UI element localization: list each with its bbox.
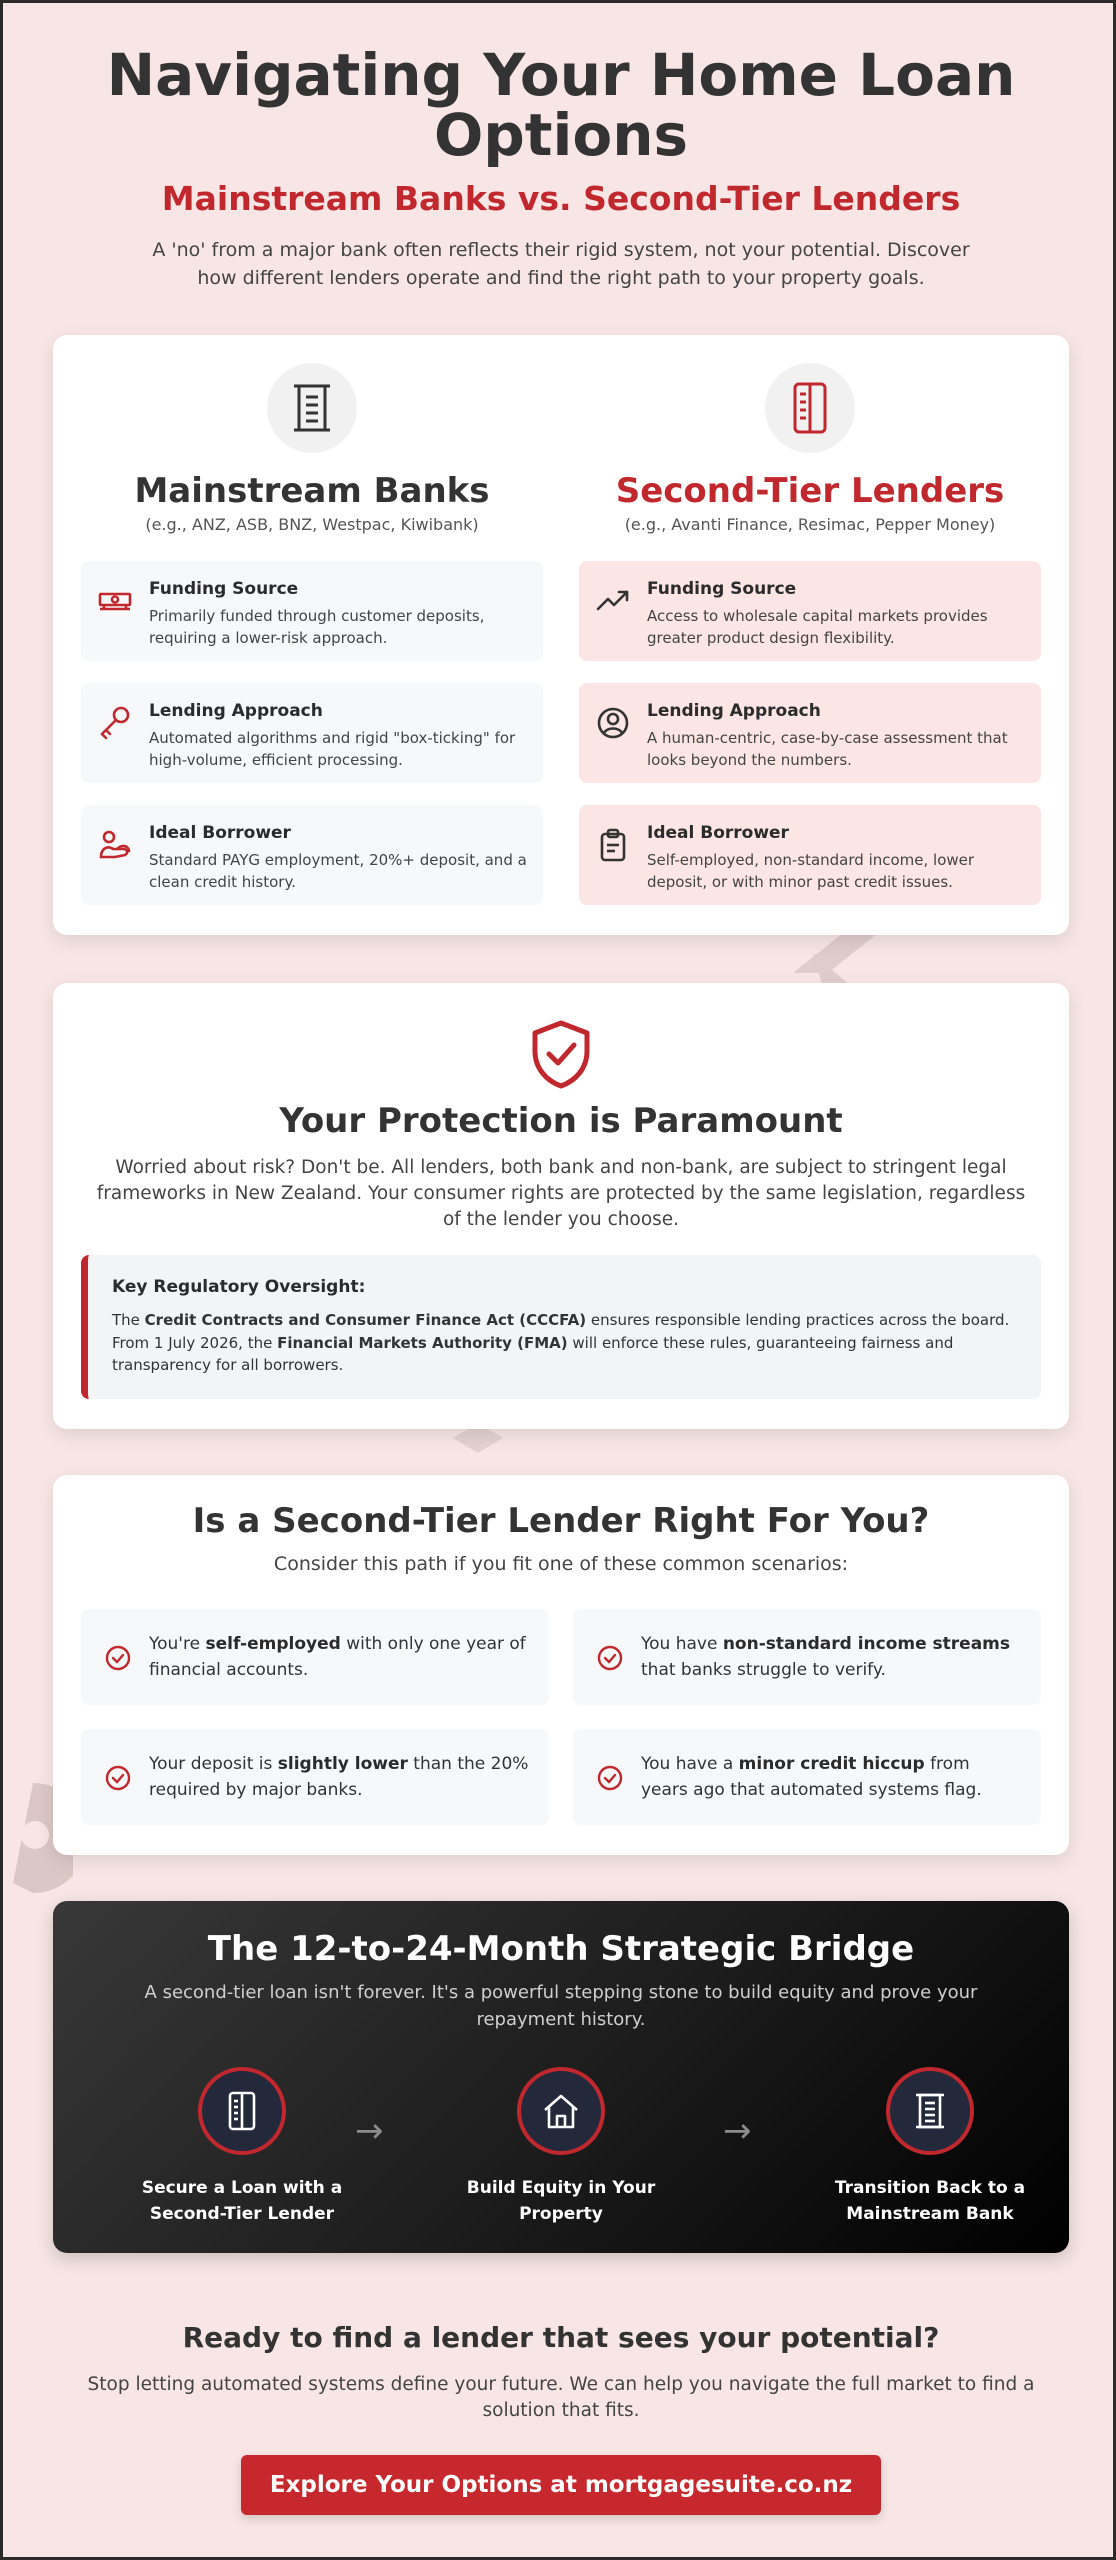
page-title-line2: Options bbox=[433, 101, 689, 169]
feature-title: Funding Source bbox=[149, 579, 299, 599]
fit-title: Is a Second-Tier Lender Right For You? bbox=[192, 1501, 930, 1541]
cta-section bbox=[63, 2321, 1059, 2424]
feature-desc: A human-centric, case-by-case assessment that looks beyond the numbers. bbox=[647, 729, 1008, 769]
protection-text: Worried about risk? Don't be. All lenders, both bank and non-bank, are subject to stringent legal frameworks in New Zealand. Your consumer rights are protected by the same legislation, regardless of the lender you choose. bbox=[96, 1157, 1026, 1230]
second-tier-feature-approach bbox=[579, 683, 1041, 783]
mainstream-feature-approach bbox=[81, 683, 543, 783]
bridge-step-transition-back bbox=[805, 2067, 1055, 2227]
hand-person-icon bbox=[97, 827, 133, 863]
user-circle-icon bbox=[595, 705, 631, 741]
scenario-text: You have a minor credit hiccup from years ago that automated systems flag. bbox=[641, 1754, 982, 1800]
cash-icon bbox=[97, 583, 133, 619]
clipboard-icon bbox=[595, 827, 631, 863]
second-tier-feature-borrower bbox=[579, 805, 1041, 905]
scenario-card bbox=[573, 1729, 1041, 1825]
scenario-card bbox=[81, 1609, 549, 1705]
mainstream-title: Mainstream Banks bbox=[134, 471, 490, 511]
check-circle-icon bbox=[105, 1765, 131, 1791]
second-tier-feature-funding bbox=[579, 561, 1041, 661]
mainstream-feature-funding bbox=[81, 561, 543, 661]
comparison-card bbox=[53, 335, 1069, 935]
fit-subtitle: Consider this path if you fit one of these common scenarios: bbox=[273, 1553, 849, 1575]
bank-icon bbox=[267, 363, 357, 453]
feature-desc: Self-employed, non-standard income, lower deposit, or with minor past credit issues. bbox=[647, 851, 975, 891]
scenario-text: You're self-employed with only one year of financial accounts. bbox=[149, 1634, 526, 1680]
protection-card bbox=[53, 983, 1069, 1429]
trending-up-icon bbox=[595, 583, 631, 619]
second-tier-examples: (e.g., Avanti Finance, Resimac, Pepper Money) bbox=[624, 515, 996, 534]
cta-text: Stop letting automated systems define your future. We can help you navigate the full market to find a solution that fits. bbox=[87, 2374, 1035, 2421]
shield-check-icon bbox=[527, 1019, 595, 1089]
bridge-subtitle: A second-tier loan isn't forever. It's a powerful stepping stone to build equity and prove your repayment history. bbox=[144, 1982, 978, 2030]
feature-title: Ideal Borrower bbox=[647, 823, 789, 843]
bridge-title: The 12-to-24-Month Strategic Bridge bbox=[207, 1929, 915, 1969]
protection-title: Your Protection is Paramount bbox=[279, 1101, 843, 1141]
hero-section bbox=[63, 41, 1059, 292]
scenario-card bbox=[573, 1609, 1041, 1705]
explore-options-button[interactable]: Explore Your Options at mortgagesuite.co.nz bbox=[241, 2455, 881, 2515]
building-icon bbox=[765, 363, 855, 453]
page-title-line1: Navigating Your Home Loan bbox=[106, 41, 1016, 109]
feature-desc: Primarily funded through customer deposits, requiring a lower-risk approach. bbox=[149, 607, 485, 647]
check-circle-icon bbox=[597, 1645, 623, 1671]
building-icon bbox=[198, 2067, 286, 2155]
arrow-right-icon: → bbox=[723, 2111, 752, 2151]
check-circle-icon bbox=[597, 1765, 623, 1791]
feature-desc: Standard PAYG employment, 20%+ deposit, and a clean credit history. bbox=[149, 851, 527, 891]
regulatory-box bbox=[81, 1255, 1041, 1399]
regulatory-text: The Credit Contracts and Consumer Finance Act (CCCFA) ensures responsible lending practices across the board. From 1 July 2026, the Financial Markets Authority (FMA) will enforce these rules, guaranteeing fairness and transparency for all borrowers. bbox=[112, 1311, 1010, 1374]
feature-title: Lending Approach bbox=[647, 701, 821, 721]
home-icon bbox=[517, 2067, 605, 2155]
feature-title: Lending Approach bbox=[149, 701, 323, 721]
feature-title: Ideal Borrower bbox=[149, 823, 291, 843]
step-label: Transition Back to a Mainstream Bank bbox=[834, 2178, 1026, 2224]
key-icon bbox=[97, 705, 133, 741]
bridge-step-build-equity bbox=[436, 2067, 686, 2227]
second-tier-title: Second-Tier Lenders bbox=[615, 471, 1005, 511]
regulatory-title: Key Regulatory Oversight: bbox=[112, 1277, 366, 1297]
feature-title: Funding Source bbox=[647, 579, 797, 599]
step-label: Secure a Loan with a Second-Tier Lender bbox=[141, 2178, 343, 2224]
mainstream-feature-borrower bbox=[81, 805, 543, 905]
page-title bbox=[63, 41, 1059, 169]
scenario-card bbox=[81, 1729, 549, 1825]
page-subtitle: Mainstream Banks vs. Second-Tier Lenders bbox=[161, 179, 961, 218]
fit-card bbox=[53, 1475, 1069, 1855]
scenario-text: You have non-standard income streams that banks struggle to verify. bbox=[641, 1634, 1011, 1680]
check-circle-icon bbox=[105, 1645, 131, 1671]
feature-desc: Access to wholesale capital markets provides greater product design flexibility. bbox=[647, 607, 988, 647]
scenario-text: Your deposit is slightly lower than the 20% required by major banks. bbox=[149, 1754, 529, 1800]
feature-desc: Automated algorithms and rigid "box-ticking" for high-volume, efficient processing. bbox=[149, 729, 516, 769]
mainstream-examples: (e.g., ANZ, ASB, BNZ, Westpac, Kiwibank) bbox=[145, 515, 479, 534]
step-label: Build Equity in Your Property bbox=[466, 2178, 656, 2224]
arrow-right-icon: → bbox=[355, 2111, 384, 2151]
strategic-bridge-card bbox=[53, 1901, 1069, 2253]
bank-icon bbox=[886, 2067, 974, 2155]
fma-name: Financial Markets Authority (FMA) bbox=[277, 1333, 568, 1352]
cta-title: Ready to find a lender that sees your potential? bbox=[182, 2321, 940, 2354]
intro-text: A 'no' from a major bank often reflects their rigid system, not your potential. Discover how different lenders operate and find the right path to your property goals. bbox=[152, 239, 970, 289]
bridge-step-secure-loan bbox=[117, 2067, 367, 2227]
cccfa-name: Credit Contracts and Consumer Finance Act (CCCFA) bbox=[144, 1311, 587, 1329]
